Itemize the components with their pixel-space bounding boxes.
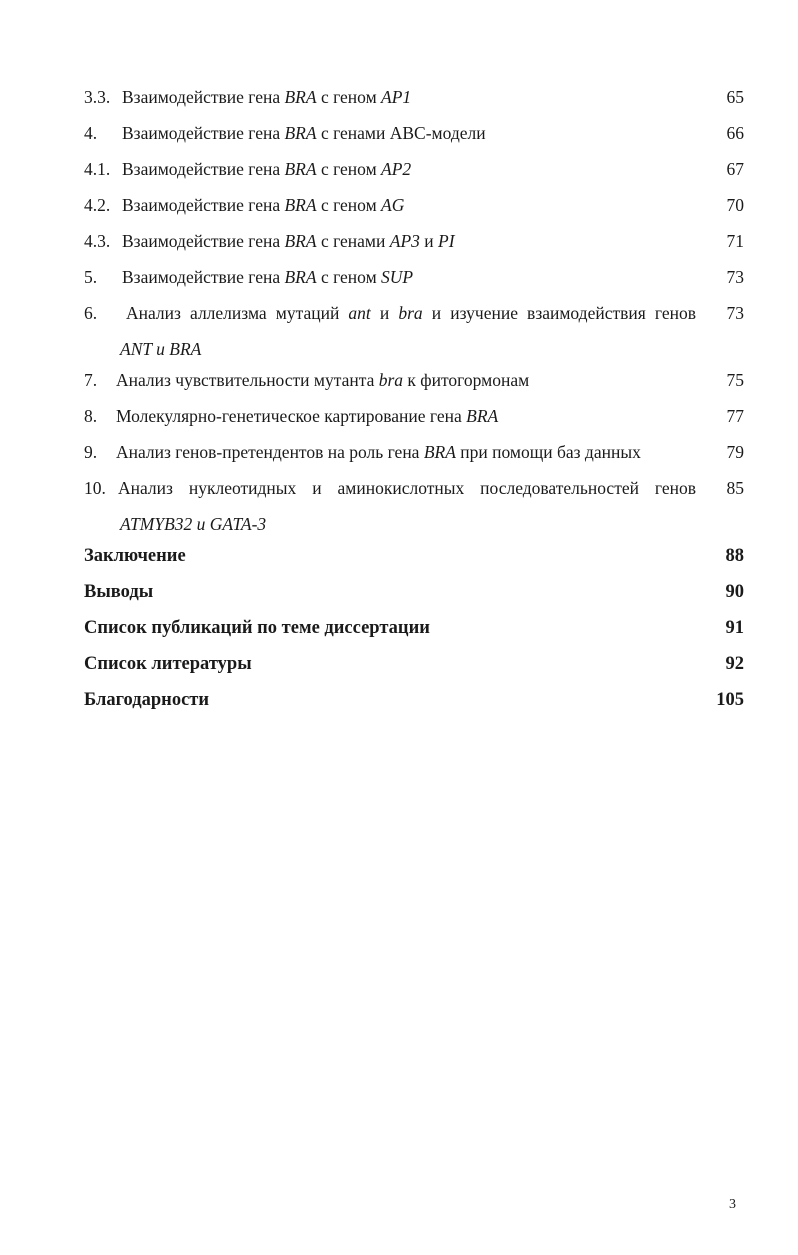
toc-entry-number: 10. [84, 478, 106, 498]
toc-entry-text-part: с геном [316, 267, 382, 287]
toc-entry-italic-text: BRA [284, 195, 317, 215]
toc-entry-title [122, 156, 696, 182]
toc-entry-text-part: Список публикаций по теме диссертации [84, 618, 430, 638]
toc-page-number: 70 [726, 195, 744, 215]
toc-entry-italic-text: BRA [466, 406, 499, 426]
toc-entry-text-part: Взаимодействие гена [122, 267, 285, 287]
toc-entry-title [84, 651, 696, 677]
toc-page-number: 73 [726, 267, 744, 287]
page-number: 3 [729, 1197, 736, 1212]
toc-entry-italic-text: bra [398, 303, 423, 323]
toc-entry-title [122, 84, 696, 110]
toc-entry-text-part: при помощи баз данных [455, 442, 641, 462]
toc-entry-text-part: к фитогормонам [403, 370, 530, 390]
toc-entry-italic-text: SUP [381, 267, 414, 287]
toc-page-number: 67 [726, 159, 744, 179]
toc-entry-italic-text: GATA-3 [209, 514, 267, 534]
toc-entry [84, 192, 744, 218]
toc-entry-title [116, 367, 696, 393]
toc-entry-text-part: Анализ чувствительности мутанта [116, 370, 379, 390]
toc-entry [84, 403, 744, 429]
toc-entry-text-part: и [192, 514, 210, 534]
toc-section-heading [84, 687, 744, 713]
toc-entry [84, 300, 744, 362]
toc-entry-italic-text: PI [438, 231, 455, 251]
toc-entry-italic-text: AG [381, 195, 405, 215]
toc-entry-italic-text: BRA [284, 123, 317, 143]
toc-entry-text-part: и [370, 303, 399, 323]
toc-entry-title [116, 439, 696, 465]
toc-page-number: 79 [726, 442, 744, 462]
toc-page-number: 66 [726, 123, 744, 143]
toc-entry-text-part: Взаимодействие гена [122, 123, 285, 143]
toc-entry-text-part: Взаимодействие гена [122, 195, 285, 215]
toc-entry-italic-text: AP1 [381, 87, 412, 107]
toc-page-number: 73 [726, 303, 744, 323]
toc-entry-text-part: Выводы [84, 582, 154, 602]
toc-entry-italic-text: BRA [423, 442, 456, 462]
toc-entry-title [126, 300, 696, 326]
toc-entry [84, 439, 744, 465]
toc-entry [84, 264, 744, 290]
toc-page-number: 71 [726, 231, 744, 251]
toc-entry-number: 4.2. [84, 195, 111, 215]
toc-entry-italic-text: BRA [284, 231, 317, 251]
toc-entry-text-part: с геном [316, 195, 382, 215]
toc-page-number: 90 [725, 582, 744, 602]
toc-entry-title [118, 475, 696, 501]
toc-section-heading [84, 651, 744, 677]
toc-entry-text-part: Список литературы [84, 654, 252, 674]
toc-entry [84, 228, 744, 254]
toc-entry [84, 367, 744, 393]
toc-entry-italic-text: ANT [120, 339, 152, 359]
toc-entry-text-part: Взаимодействие гена [122, 231, 285, 251]
toc-entry-number: 6. [84, 303, 98, 323]
toc-section-heading [84, 543, 744, 569]
toc-page-number: 91 [725, 618, 744, 638]
toc-entry-title [84, 579, 696, 605]
toc-entry-italic-text: ATMYB32 [120, 514, 193, 534]
toc-entry-text-part: с геном [316, 87, 382, 107]
toc-entry-number: 3.3. [84, 87, 111, 107]
toc-entry-italic-text: BRA [284, 87, 317, 107]
toc-entry-text-part: и изучение взаимодействия генов [422, 303, 696, 323]
toc-page-number: 85 [726, 478, 744, 498]
toc-entry-text-part: Заключение [84, 546, 186, 566]
toc-entry-number: 9. [84, 442, 98, 462]
toc-entry-text-part: с геном [316, 159, 382, 179]
toc-entry-number: 8. [84, 406, 98, 426]
toc-page-number: 105 [716, 690, 744, 710]
toc-entry-text-part: Анализ нуклеотидных и аминокислотных последовательностей генов [118, 478, 696, 498]
toc-page-number: 92 [725, 654, 744, 674]
toc-entry-italic-text: BRA [284, 159, 317, 179]
toc-entry-continuation [84, 336, 696, 362]
toc-section-heading [84, 579, 744, 605]
toc-page-number: 65 [726, 87, 744, 107]
toc-entry [84, 156, 744, 182]
toc-entry-number: 4. [84, 123, 98, 143]
toc-entry-text-part: Взаимодействие гена [122, 159, 285, 179]
toc-entry-title [116, 403, 696, 429]
toc-entry-italic-text: BRA [169, 339, 202, 359]
toc-entry-text-part: с генами [316, 231, 390, 251]
toc-entry [84, 84, 744, 110]
toc-entry-text-part: с генами ABC-модели [316, 123, 486, 143]
toc-entry [84, 475, 744, 537]
toc-entry-italic-text: BRA [284, 267, 317, 287]
toc-entry-italic-text: AP3 [389, 231, 420, 251]
toc-entry-number: 5. [84, 267, 98, 287]
toc-entry-title [122, 228, 696, 254]
toc-entry-title [84, 543, 696, 569]
toc-entry-title [84, 687, 696, 713]
toc-entry-italic-text: bra [378, 370, 404, 390]
toc-entry [84, 120, 744, 146]
toc-entry-italic-text: ant [348, 303, 371, 323]
toc-entry-text-part: Анализ генов-претендентов на роль гена [116, 442, 424, 462]
toc-page-number: 75 [726, 370, 744, 390]
toc-entry-title [122, 192, 696, 218]
toc-page-number: 77 [726, 406, 744, 426]
toc-entry-text-part: и [419, 231, 439, 251]
toc-entry-text-part: Молекулярно-генетическое картирование гена [116, 406, 467, 426]
toc-entry-number: 4.1. [84, 159, 111, 179]
toc-entry-text-part: Взаимодействие гена [122, 87, 285, 107]
toc-entry-text-part: Анализ аллелизма мутаций [126, 303, 349, 323]
toc-entry-number: 7. [84, 370, 98, 390]
toc-page-number: 88 [725, 546, 744, 566]
toc-entry-title [122, 120, 696, 146]
toc-section-heading [84, 615, 744, 641]
toc-entry-title [84, 615, 696, 641]
toc-entry-title [122, 264, 696, 290]
toc-entry-number: 4.3. [84, 231, 111, 251]
toc-entry-continuation [84, 511, 696, 537]
toc-entry-text-part: и [151, 339, 170, 359]
toc-entry-text-part: Благодарности [84, 690, 210, 710]
toc-entry-italic-text: AP2 [381, 159, 412, 179]
